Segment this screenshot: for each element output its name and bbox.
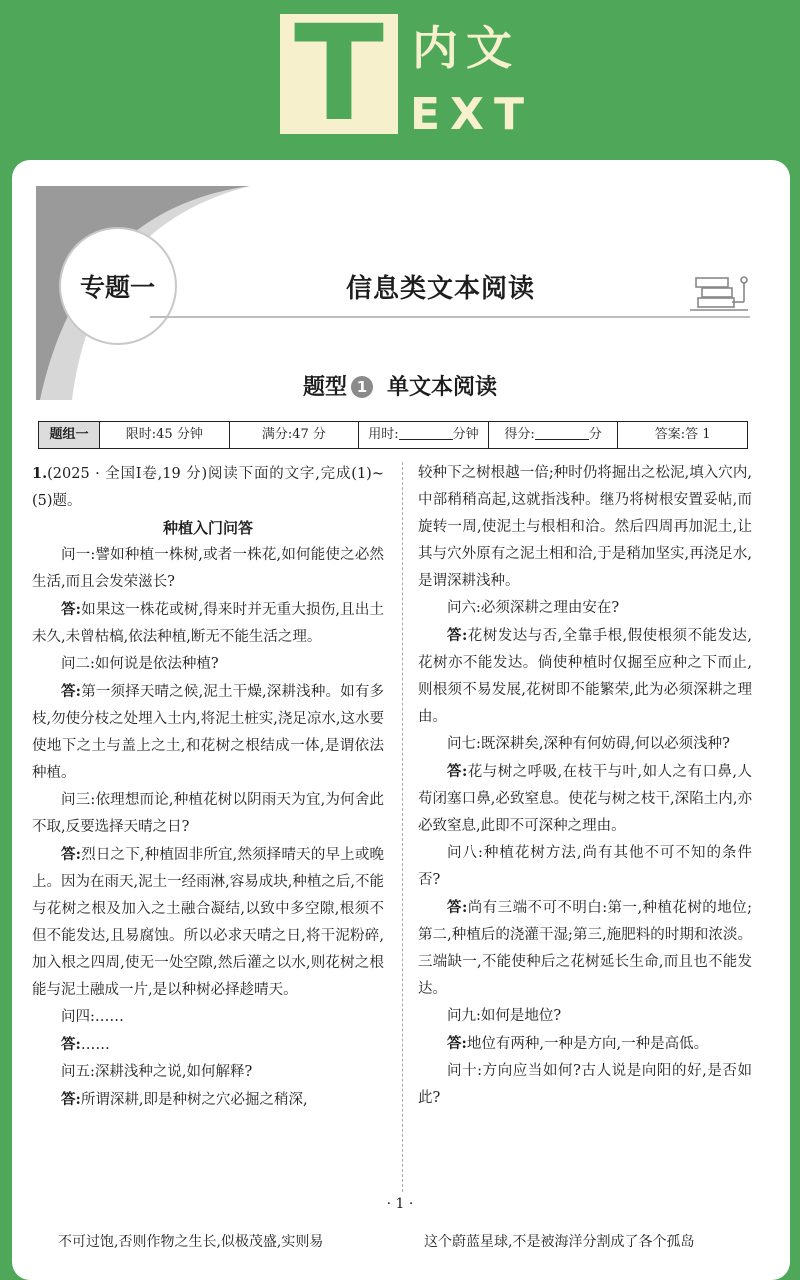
- qa-text: ……: [94, 1009, 124, 1025]
- qa-text: 如何说是依法种植?: [94, 656, 219, 672]
- qa-paragraph: [418, 1058, 752, 1112]
- topic-underline: [150, 316, 750, 318]
- topic-label: 专题一: [80, 273, 156, 302]
- qa-paragraph: [418, 460, 752, 595]
- qa-text: 第一须择天晴之候,泥土干燥,深耕浅种。如有多枝,勿使分枝之处埋入土内,将泥土桩实,浇足凉水,这水要使地下之土与盖上之土,和花树之根结成一体,是谓依法种植。: [32, 684, 384, 781]
- passage-title: 种植入门问答: [162, 519, 253, 537]
- header-title-en: EXT: [410, 89, 534, 140]
- qa-paragraph: [32, 678, 384, 787]
- info-time-used: [359, 422, 489, 448]
- qa-label: 答:: [447, 899, 468, 916]
- qa-text: 地位有两种,一种是方向,一种是高低。: [466, 1036, 709, 1052]
- score-blank[interactable]: [535, 425, 589, 440]
- qa-paragraph: [32, 651, 384, 678]
- qa-label: 答:: [447, 1035, 467, 1052]
- qa-label: 答:: [61, 601, 82, 618]
- section-title: [0, 370, 800, 401]
- question-number: 1.: [32, 465, 48, 482]
- qa-text: 所谓深耕,即是种树之穴必掘之稍深,: [80, 1092, 308, 1108]
- qa-paragraph: [32, 542, 384, 596]
- qa-label: 问三:: [61, 792, 96, 808]
- qa-text: 如何是地位?: [480, 1008, 562, 1024]
- qa-paragraph: [418, 731, 752, 758]
- section-prefix: 题型: [302, 374, 347, 400]
- qa-text: 必须深耕之理由安在?: [480, 600, 620, 616]
- next-page-right-text: 这个蔚蓝星球,不是被海洋分割成了各个孤岛: [424, 1234, 695, 1250]
- qa-paragraph: [418, 595, 752, 622]
- qa-text: 譬如种植一株树,或者一株花,如何能使之必然生活,而且会发荣滋长?: [32, 547, 385, 590]
- qa-text: 如果这一株花或树,得来时并无重大损伤,且出土未久,未曾枯槁,依法种植,断无不能生活之理。: [32, 602, 384, 645]
- column-divider: [402, 462, 403, 1192]
- qa-text: 烈日之下,种植固非所宜,然须择晴天的早上或晚上。因为在雨天,泥土一经雨淋,容易成块,种植之后,不能与花树之根及加入之土融合凝结,以致中多空隙,根须不但不能发达,且易腐蚀。所以必求天晴之日,将干泥粉碎,加入根之四周,使无一处空隙,然后灌之以水,则花树之根能与泥土融成一片,是以种树必择趁晴天。: [32, 847, 384, 998]
- page-number: · 1 ·: [386, 1196, 414, 1212]
- qa-label: 问一:: [61, 547, 96, 563]
- info-time-limit: 限时:45 分钟: [100, 422, 230, 448]
- right-paragraphs: [418, 460, 752, 1112]
- qa-text: 花树发达与否,全靠手根,假使根须不能发达,花树亦不能发达。倘使种植时仅掘至应种之下而止,则根须不易发展,花树即不能繁荣,此为必须深耕之理由。: [418, 628, 752, 725]
- qa-label: 问八:: [447, 845, 483, 861]
- qa-paragraph: [418, 1030, 752, 1058]
- qa-paragraph: [418, 894, 752, 1003]
- info-score-label: 得分:: [504, 427, 535, 442]
- qa-label: 答:: [61, 846, 82, 863]
- qa-label: 问二:: [61, 656, 95, 672]
- qa-text: 种植花树方法,尚有其他不可不知的条件否?: [418, 845, 752, 888]
- qa-text: 深耕浅种之说,如何解释?: [94, 1064, 253, 1080]
- time-used-blank[interactable]: [399, 425, 453, 440]
- info-answer: 答案:答 1: [654, 427, 711, 442]
- qa-label: 问十:: [447, 1063, 483, 1079]
- qa-label: 答:: [61, 683, 82, 700]
- info-score-unit: 分: [588, 427, 602, 442]
- qa-paragraph: [32, 1031, 384, 1059]
- qa-label: 答:: [61, 1036, 81, 1053]
- logo-letter: T: [293, 0, 385, 151]
- qa-text: 较种下之树根越一倍;种时仍将掘出之松泥,填入穴内,中部稍稍高起,这就指浅种。继乃将树根安置妥帖,而旋转一周,使泥土与根相和洽。然后四周再加泥土,让其与穴外原有之泥土相和洽,于是稍加坚实,再浇足水,是谓深耕浅种。: [418, 465, 752, 589]
- qa-text: 方向应当如何?古人说是向阳的好,是否如此?: [418, 1063, 752, 1106]
- left-column: [32, 460, 384, 1114]
- qa-paragraph: [418, 622, 752, 731]
- qa-label: 问九:: [447, 1008, 481, 1024]
- qa-paragraph: [32, 787, 384, 841]
- question-intro: [32, 460, 384, 515]
- qa-label: 答:: [61, 1091, 81, 1108]
- qa-text: 尚有三端不可不明白:第一,种植花树的地位;第二,种植后的浇灌干湿;第三,施肥料的时期和浓淡。三端缺一,不能使种后之花树延长生命,而且也不能发达。: [418, 900, 752, 997]
- qa-label: 问五:: [61, 1064, 95, 1080]
- info-group: 题组一: [39, 422, 100, 448]
- section-name: 单文本阅读: [387, 374, 498, 400]
- question-intro-text: (2025 · 全国Ⅰ卷,19 分)阅读下面的文字,完成(1)~(5)题。: [32, 466, 384, 509]
- qa-text: ……: [80, 1037, 110, 1053]
- next-page-left-text: 不可过饱,否则作物之生长,似极茂盛,实则易: [58, 1234, 324, 1250]
- qa-text: 既深耕矣,深种有何妨碍,何以必须浅种?: [480, 736, 730, 752]
- qa-paragraph: [418, 840, 752, 894]
- qa-paragraph: [418, 1003, 752, 1030]
- qa-paragraph: [418, 758, 752, 840]
- banner-graphic: [0, 0, 800, 420]
- qa-label: 问四:: [61, 1009, 95, 1025]
- qa-paragraph: [32, 1059, 384, 1086]
- qa-paragraph: [32, 841, 384, 1004]
- right-column: [418, 460, 752, 1112]
- qa-paragraph: [32, 596, 384, 651]
- qa-text: 依理想而论,种植花树以阴雨天为宜,为何舍此不取,反要选择天晴之日?: [32, 792, 385, 835]
- qa-label: 问六:: [447, 600, 481, 616]
- books-icon: [688, 268, 752, 314]
- info-full-score: 满分:47 分: [230, 422, 360, 448]
- qa-label: 答:: [447, 763, 468, 780]
- qa-paragraph: [32, 1004, 384, 1031]
- qa-text: 花与树之呼吸,在枝干与叶,如人之有口鼻,人苟闭塞口鼻,必致窒息。使花与树之枝干,深陷土内,亦必致窒息,此即不可深种之理由。: [418, 764, 752, 834]
- info-score: [489, 422, 619, 448]
- info-time-used-label: 用时:: [368, 427, 399, 442]
- header-title-cn: 内文: [412, 21, 520, 75]
- qa-label: 问七:: [447, 736, 481, 752]
- topic-title: 信息类文本阅读: [346, 274, 536, 304]
- section-number-badge: 1: [351, 376, 373, 398]
- qa-paragraph: [32, 1086, 384, 1114]
- qa-label: 答:: [447, 627, 468, 644]
- info-bar: [38, 421, 748, 449]
- info-time-used-unit: 分钟: [452, 427, 479, 442]
- left-paragraphs: [32, 542, 384, 1114]
